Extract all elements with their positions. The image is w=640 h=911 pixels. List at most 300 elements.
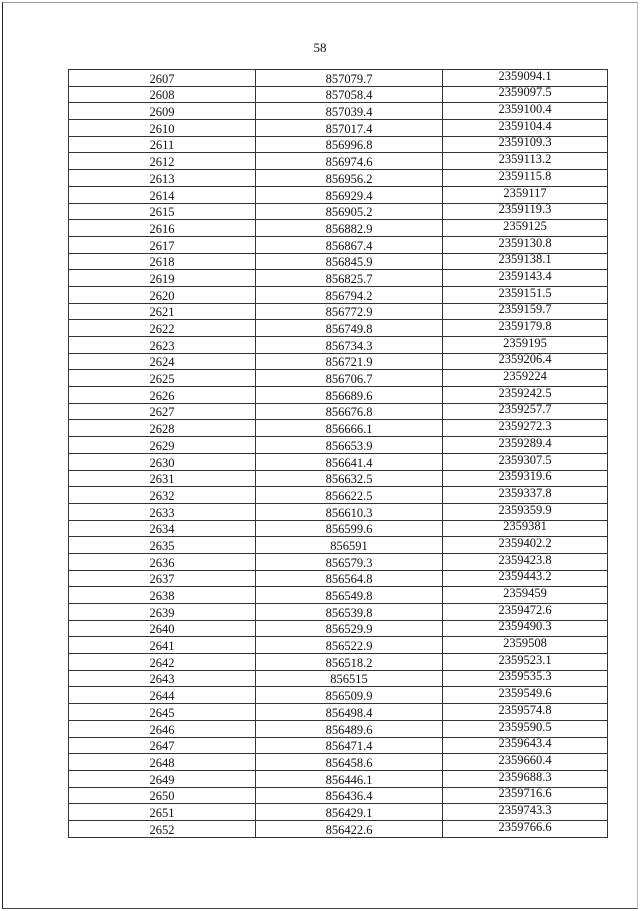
y-coordinate-cell [443, 820, 608, 837]
cell-text: 2359490.3 [498, 620, 552, 634]
cell-text: 2619 [149, 271, 175, 286]
point-number-cell [69, 120, 256, 137]
y-coordinate-cell [443, 704, 608, 721]
point-number-cell [69, 453, 256, 470]
y-coordinate-cell [443, 120, 608, 137]
x-coordinate-cell [256, 320, 443, 337]
y-coordinate-cell [443, 387, 608, 404]
cell-text: 2630 [149, 455, 175, 470]
y-coordinate-cell [443, 353, 608, 370]
cell-text: 2359523.1 [498, 653, 552, 667]
y-coordinate-cell [443, 103, 608, 120]
table-row [69, 604, 608, 621]
point-number-cell [69, 503, 256, 520]
cell-text: 856549.8 [325, 589, 373, 603]
cell-text: 2621 [149, 305, 175, 320]
cell-text: 2359359.9 [498, 503, 552, 517]
y-coordinate-cell [443, 787, 608, 804]
y-coordinate-cell [443, 754, 608, 771]
x-coordinate-cell [256, 286, 443, 303]
table-row [69, 704, 608, 721]
cell-text: 856632.5 [325, 472, 373, 487]
y-coordinate-cell [443, 70, 608, 87]
cell-text: 2359130.8 [498, 236, 552, 250]
cell-text: 2648 [149, 755, 175, 770]
table-row [69, 453, 608, 470]
y-coordinate-cell [443, 770, 608, 787]
point-number-cell [69, 387, 256, 404]
point-number-cell [69, 403, 256, 420]
y-coordinate-cell [443, 270, 608, 287]
table-row [69, 203, 608, 220]
cell-text: 2609 [149, 105, 175, 120]
cell-text: 2359319.6 [498, 470, 552, 484]
cell-text: 856539.8 [325, 605, 373, 620]
cell-text: 2359508 [503, 636, 547, 651]
point-number-cell [69, 570, 256, 587]
table-row [69, 470, 608, 487]
cell-text: 2631 [149, 472, 175, 487]
y-coordinate-cell [443, 470, 608, 487]
point-number-cell [69, 637, 256, 654]
x-coordinate-cell [256, 153, 443, 170]
point-number-cell [69, 153, 256, 170]
point-number-cell [69, 737, 256, 754]
y-coordinate-cell [443, 220, 608, 237]
x-coordinate-cell [256, 86, 443, 103]
y-coordinate-cell [443, 537, 608, 554]
cell-text: 856676.8 [325, 405, 373, 420]
x-coordinate-cell [256, 770, 443, 787]
y-coordinate-cell [443, 236, 608, 253]
point-number-cell [69, 270, 256, 287]
cell-text: 2359159.7 [498, 303, 552, 317]
x-coordinate-cell [256, 520, 443, 537]
cell-text: 2617 [149, 238, 175, 253]
cell-text: 856706.7 [325, 372, 373, 387]
cell-text: 856446.1 [325, 772, 373, 787]
cell-text: 2359206.4 [498, 353, 552, 367]
point-number-cell [69, 820, 256, 837]
cell-text: 2650 [149, 789, 175, 804]
table-row [69, 370, 608, 387]
cell-text: 856641.4 [325, 455, 373, 470]
cell-text: 2359688.3 [498, 770, 552, 784]
cell-text: 856689.6 [325, 388, 373, 403]
x-coordinate-cell [256, 470, 443, 487]
cell-text: 856529.9 [325, 622, 373, 637]
cell-text: 856515 [330, 672, 368, 687]
x-coordinate-cell [256, 687, 443, 704]
cell-text: 2359402.2 [498, 536, 552, 550]
cell-text: 2628 [149, 422, 175, 437]
cell-text: 856429.1 [325, 805, 373, 820]
x-coordinate-cell [256, 604, 443, 621]
cell-text: 2359179.8 [498, 319, 552, 333]
table-row [69, 103, 608, 120]
y-coordinate-cell [443, 604, 608, 621]
point-number-cell [69, 770, 256, 787]
y-coordinate-cell [443, 553, 608, 570]
cell-text: 856591 [330, 538, 368, 553]
cell-text: 856734.3 [325, 338, 373, 353]
cell-text: 856905.2 [325, 205, 373, 220]
cell-text: 2359224 [503, 369, 547, 384]
y-coordinate-cell [443, 286, 608, 303]
x-coordinate-cell [256, 420, 443, 437]
cell-text: 856721.9 [325, 355, 373, 370]
y-coordinate-cell [443, 453, 608, 470]
cell-text: 2637 [149, 572, 175, 587]
table-row [69, 487, 608, 504]
cell-text: 2359590.5 [498, 720, 552, 734]
cell-text: 856845.9 [325, 255, 373, 270]
cell-text: 2634 [149, 522, 175, 537]
table-row [69, 236, 608, 253]
point-number-cell [69, 654, 256, 671]
cell-text: 856610.3 [325, 505, 373, 520]
cell-text: 2359242.5 [498, 386, 552, 400]
cell-text: 856996.8 [325, 138, 373, 153]
cell-text: 2641 [149, 639, 175, 654]
cell-text: 2359109.3 [498, 136, 552, 150]
cell-text: 2613 [149, 171, 175, 186]
x-coordinate-cell [256, 186, 443, 203]
y-coordinate-cell [443, 186, 608, 203]
x-coordinate-cell [256, 253, 443, 270]
cell-text: 857058.4 [325, 88, 373, 103]
cell-text: 2359100.4 [498, 102, 552, 117]
point-number-cell [69, 620, 256, 637]
cell-text: 2359195 [503, 336, 547, 350]
point-number-cell [69, 86, 256, 103]
x-coordinate-cell [256, 804, 443, 821]
cell-text: 2359574.8 [498, 703, 552, 717]
y-coordinate-cell [443, 637, 608, 654]
x-coordinate-cell [256, 670, 443, 687]
cell-text: 2635 [149, 538, 175, 553]
cell-text: 856974.6 [325, 155, 373, 170]
coordinate-table [68, 69, 608, 838]
cell-text: 2640 [149, 622, 175, 637]
y-coordinate-cell [443, 437, 608, 454]
cell-text: 2629 [149, 438, 175, 453]
y-coordinate-cell [443, 203, 608, 220]
cell-text: 2615 [149, 205, 175, 220]
x-coordinate-cell [256, 120, 443, 137]
table-row [69, 720, 608, 737]
point-number-cell [69, 253, 256, 270]
point-number-cell [69, 720, 256, 737]
table-row [69, 420, 608, 437]
cell-text: 856882.9 [325, 221, 373, 236]
cell-text: 856794.2 [325, 288, 373, 303]
cell-text: 2359115.8 [498, 169, 552, 183]
point-number-cell [69, 203, 256, 220]
cell-text: 856422.6 [325, 822, 373, 837]
table-row [69, 654, 608, 671]
cell-text: 856867.4 [325, 238, 373, 253]
x-coordinate-cell [256, 303, 443, 320]
cell-text: 2359151.5 [498, 286, 552, 300]
cell-text: 2359125 [503, 219, 547, 233]
cell-text: 2359289.4 [498, 436, 552, 450]
cell-text: 2359535.3 [498, 670, 552, 684]
x-coordinate-cell [256, 220, 443, 237]
y-coordinate-cell [443, 654, 608, 671]
y-coordinate-cell [443, 170, 608, 187]
point-number-cell [69, 286, 256, 303]
cell-text: 2359104.4 [498, 119, 552, 133]
point-number-cell [69, 303, 256, 320]
cell-text: 857039.4 [325, 105, 373, 120]
y-coordinate-cell [443, 136, 608, 153]
cell-text: 2359113.2 [498, 152, 552, 167]
table-row [69, 770, 608, 787]
table-row [69, 520, 608, 537]
y-coordinate-cell [443, 620, 608, 637]
cell-text: 856489.6 [325, 722, 373, 737]
point-number-cell [69, 220, 256, 237]
cell-text: 856522.9 [325, 639, 373, 654]
table-row [69, 270, 608, 287]
x-coordinate-cell [256, 203, 443, 220]
cell-text: 2359381 [503, 520, 547, 534]
cell-text: 2359097.5 [498, 86, 552, 100]
cell-text: 2618 [149, 255, 175, 270]
cell-text: 2359443.2 [498, 570, 552, 584]
table-row [69, 637, 608, 654]
cell-text: 2638 [149, 589, 175, 603]
cell-text: 2359117 [503, 186, 547, 200]
cell-text: 2359257.7 [498, 403, 552, 417]
table-row [69, 320, 608, 337]
cell-text: 2639 [149, 605, 175, 620]
y-coordinate-cell [443, 587, 608, 604]
cell-text: 2359643.4 [498, 737, 552, 751]
y-coordinate-cell [443, 737, 608, 754]
cell-text: 2359143.4 [498, 269, 552, 283]
y-coordinate-cell [443, 370, 608, 387]
point-number-cell [69, 136, 256, 153]
cell-text: 2647 [149, 739, 175, 754]
cell-text: 2359660.4 [498, 753, 552, 767]
cell-text: 856599.6 [325, 522, 373, 537]
point-number-cell [69, 537, 256, 554]
point-number-cell [69, 487, 256, 504]
cell-text: 2607 [149, 71, 175, 86]
cell-text: 2633 [149, 505, 175, 520]
cell-text: 2649 [149, 772, 175, 787]
table-row [69, 337, 608, 354]
x-coordinate-cell [256, 103, 443, 120]
cell-text: 2359766.6 [498, 820, 552, 834]
x-coordinate-cell [256, 737, 443, 754]
y-coordinate-cell [443, 303, 608, 320]
cell-text: 2359138.1 [498, 253, 552, 267]
coordinate-table-body [69, 70, 608, 838]
cell-text: 2359094.1 [498, 69, 552, 83]
cell-text: 2645 [149, 705, 175, 720]
cell-text: 2610 [149, 121, 175, 136]
cell-text: 856564.8 [325, 572, 373, 587]
y-coordinate-cell [443, 670, 608, 687]
table-row [69, 587, 608, 604]
cell-text: 2643 [149, 672, 175, 687]
point-number-cell [69, 236, 256, 253]
table-row [69, 403, 608, 420]
table-row [69, 804, 608, 821]
table-row [69, 120, 608, 137]
x-coordinate-cell [256, 337, 443, 354]
x-coordinate-cell [256, 370, 443, 387]
cell-text: 2612 [149, 155, 175, 170]
cell-text: 2623 [149, 338, 175, 353]
table-row [69, 253, 608, 270]
point-number-cell [69, 170, 256, 187]
y-coordinate-cell [443, 570, 608, 587]
table-row [69, 503, 608, 520]
table-row [69, 220, 608, 237]
point-number-cell [69, 787, 256, 804]
x-coordinate-cell [256, 787, 443, 804]
y-coordinate-cell [443, 153, 608, 170]
y-coordinate-cell [443, 687, 608, 704]
cell-text: 856653.9 [325, 438, 373, 453]
x-coordinate-cell [256, 70, 443, 87]
cell-text: 856622.5 [325, 488, 373, 503]
x-coordinate-cell [256, 170, 443, 187]
cell-text: 2359549.6 [498, 686, 552, 701]
cell-text: 856956.2 [325, 171, 373, 186]
point-number-cell [69, 370, 256, 387]
point-number-cell [69, 470, 256, 487]
x-coordinate-cell [256, 620, 443, 637]
cell-text: 856471.4 [325, 739, 373, 754]
x-coordinate-cell [256, 136, 443, 153]
point-number-cell [69, 320, 256, 337]
cell-text: 2614 [149, 188, 175, 203]
cell-text: 856498.4 [325, 705, 373, 720]
cell-text: 856509.9 [325, 689, 373, 704]
point-number-cell [69, 337, 256, 354]
x-coordinate-cell [256, 587, 443, 604]
table-row [69, 820, 608, 837]
cell-text: 2636 [149, 555, 175, 570]
x-coordinate-cell [256, 637, 443, 654]
cell-text: 2359459 [503, 586, 547, 600]
cell-text: 2359307.5 [498, 453, 552, 467]
table-row [69, 620, 608, 637]
cell-text: 2359119.3 [498, 203, 552, 217]
y-coordinate-cell [443, 520, 608, 537]
table-row [69, 136, 608, 153]
point-number-cell [69, 70, 256, 87]
cell-text: 2627 [149, 405, 175, 420]
x-coordinate-cell [256, 353, 443, 370]
x-coordinate-cell [256, 437, 443, 454]
point-number-cell [69, 520, 256, 537]
table-row [69, 387, 608, 404]
cell-text: 2359272.3 [498, 419, 552, 434]
table-row [69, 86, 608, 103]
x-coordinate-cell [256, 720, 443, 737]
cell-text: 2611 [149, 138, 175, 153]
y-coordinate-cell [443, 86, 608, 103]
cell-text: 2646 [149, 722, 175, 737]
x-coordinate-cell [256, 754, 443, 771]
point-number-cell [69, 553, 256, 570]
cell-text: 856825.7 [325, 271, 373, 286]
point-number-cell [69, 604, 256, 621]
cell-text: 2359472.6 [498, 603, 552, 617]
x-coordinate-cell [256, 553, 443, 570]
y-coordinate-cell [443, 804, 608, 821]
point-number-cell [69, 353, 256, 370]
point-number-cell [69, 704, 256, 721]
cell-text: 2642 [149, 655, 175, 670]
cell-text: 857079.7 [325, 71, 373, 86]
y-coordinate-cell [443, 720, 608, 737]
table-row [69, 70, 608, 87]
cell-text: 2632 [149, 488, 175, 503]
cell-text: 856518.2 [325, 655, 373, 670]
table-row [69, 286, 608, 303]
cell-text: 856458.6 [325, 755, 373, 770]
point-number-cell [69, 186, 256, 203]
x-coordinate-cell [256, 537, 443, 554]
x-coordinate-cell [256, 503, 443, 520]
table-row [69, 670, 608, 687]
x-coordinate-cell [256, 487, 443, 504]
table-row [69, 170, 608, 187]
table-row [69, 186, 608, 203]
y-coordinate-cell [443, 403, 608, 420]
y-coordinate-cell [443, 487, 608, 504]
cell-text: 2359743.3 [498, 803, 552, 817]
table-row [69, 303, 608, 320]
x-coordinate-cell [256, 387, 443, 404]
cell-text: 856436.4 [325, 789, 373, 804]
x-coordinate-cell [256, 820, 443, 837]
point-number-cell [69, 420, 256, 437]
table-row [69, 437, 608, 454]
cell-text: 856929.4 [325, 188, 373, 203]
table-row [69, 787, 608, 804]
cell-text: 856772.9 [325, 305, 373, 320]
y-coordinate-cell [443, 337, 608, 354]
cell-text: 2359337.8 [498, 486, 552, 500]
point-number-cell [69, 587, 256, 604]
page-number: 58 [313, 40, 327, 55]
x-coordinate-cell [256, 453, 443, 470]
table-row [69, 537, 608, 554]
x-coordinate-cell [256, 570, 443, 587]
table-row [69, 553, 608, 570]
table-row [69, 687, 608, 704]
cell-text: 856749.8 [325, 322, 373, 336]
point-number-cell [69, 804, 256, 821]
cell-text: 856579.3 [325, 555, 373, 570]
x-coordinate-cell [256, 236, 443, 253]
y-coordinate-cell [443, 253, 608, 270]
cell-text: 2626 [149, 388, 175, 403]
cell-text: 2622 [149, 322, 175, 336]
point-number-cell [69, 103, 256, 120]
cell-text: 2359716.6 [498, 787, 552, 801]
cell-text: 2620 [149, 288, 175, 303]
y-coordinate-cell [443, 320, 608, 337]
